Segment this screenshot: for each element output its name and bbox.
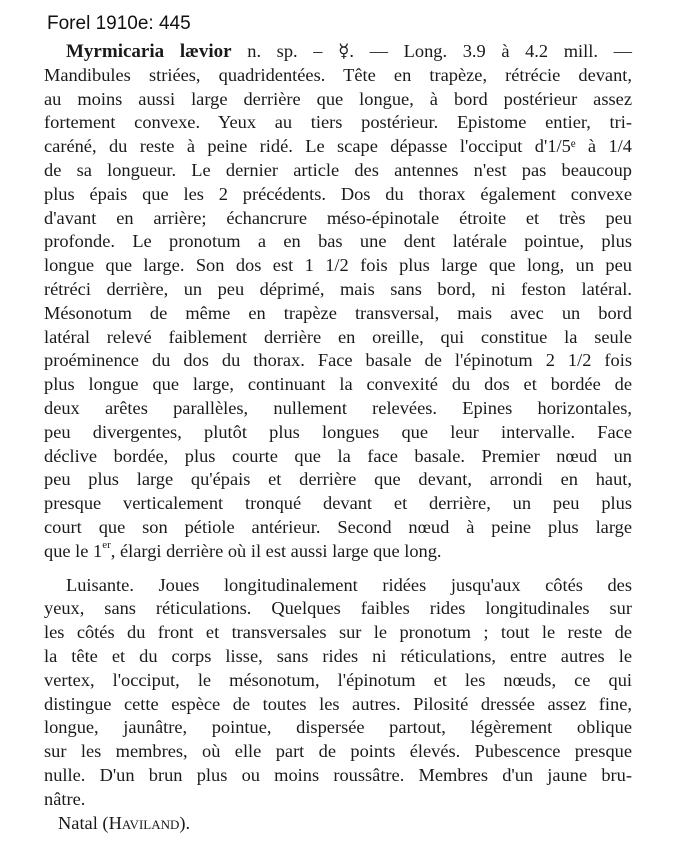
superscript: er: [102, 538, 111, 551]
text-line: nulle. D'un brun plus ou moins roussâtre. Membres d'un jaune bru-: [44, 764, 632, 785]
text-line: fortement convexe. Yeux au tiers postérieur. Epistome entier, tri-: [44, 112, 632, 133]
text-line: les côtés du front et transversales sur le pronotum ; tout le reste de: [44, 622, 632, 643]
text-line: sur les membres, où elle part de points élevés. Pubescence presque: [44, 741, 632, 762]
text-line: Mandibules striées, quadridentées. Tête en trapèze, rétrécie devant,: [44, 64, 632, 85]
species-name: Myrmicaria lævior: [66, 41, 232, 62]
text-line: caréné, du reste à peine ridé. Le scape dépasse l'occiput d'1/5ᵉ à 1/4: [44, 136, 632, 157]
text-line: longue que large. Son dos est 1 1/2 fois plus large que long, un peu: [44, 255, 632, 276]
text-fragment: que le 1: [44, 540, 103, 561]
text-line: profonde. Le pronotum a en bas une dent latérale pointue, plus: [44, 231, 632, 252]
species-diagnosis-head: n. sp. – ☿. — Long. 3.9 à 4.2 mill. —: [231, 41, 632, 61]
text-line: déclive bordée, plus courte que la face basale. Premier nœud un: [44, 445, 632, 466]
paragraph-sculpture-last-line: nâtre.: [44, 788, 86, 809]
text-line: d'avant en arrière; échancrure méso-épinotale étroite et très peu: [44, 207, 632, 228]
locality-text: ).: [179, 812, 191, 833]
text-line: latéral relevé faiblement derrière en oreille, qui constitue la seule: [44, 326, 632, 347]
text-line: au moins aussi large derrière que longue, à bord postérieur assez: [44, 88, 632, 109]
text-line: proéminence du dos du thorax. Face basale de l'épinotum 2 1/2 fois: [44, 350, 632, 371]
text-line: plus longue que large, continuant la convexité du dos et bordée de: [44, 374, 632, 395]
text-line: yeux, sans réticulations. Quelques faibles rides longitudinales sur: [44, 598, 632, 619]
text-line: Mésonotum de même en trapèze transversal, mais avec un bord: [44, 302, 632, 323]
paragraph-morphology: [44, 64, 632, 540]
locality-line: [44, 812, 632, 836]
text-line: peu divergentes, plutôt plus longues que leur intervalle. Face: [44, 421, 632, 442]
paragraph-sculpture: [44, 574, 632, 788]
text-line: la tête et du corps lisse, sans rides ni réticulations, entre autres le: [44, 645, 632, 666]
text-line: presque verticalement tronqué devant et derrière, un peu plus: [44, 493, 632, 514]
text-line: peu plus large qu'épais et derrière que devant, arrondi en haut,: [44, 469, 632, 490]
text-fragment: , élargi derrière où il est aussi large que long.: [110, 540, 442, 561]
text-line: de sa longueur. Le dernier article des antennes n'est pas beaucoup: [44, 159, 632, 180]
locality-text: Natal (: [58, 812, 109, 833]
text-line: Luisante. Joues longitudinalement ridées jusqu'aux côtés des: [66, 574, 632, 595]
paragraph-morphology-last-line: [44, 540, 632, 564]
text-line: court que son pétiole antérieur. Second nœud à peine plus large: [44, 516, 632, 537]
text-line: rétréci derrière, un peu déprimé, mais sans bord, ni feston latéral.: [44, 278, 632, 299]
text-line: vertex, l'occiput, le mésonotum, l'épinotum et les nœuds, ce qui: [44, 669, 632, 690]
collector-name: Haviland: [108, 812, 180, 833]
text-line: distingue cette espèce de toutes les autres. Pilosité dressée assez fine,: [44, 693, 632, 714]
text-line: deux arêtes parallèles, nullement relevées. Epines horizontales,: [44, 397, 632, 418]
species-description: [44, 40, 632, 835]
description-first-line: [44, 40, 632, 64]
text-line: plus épais que les 2 précédents. Dos du thorax également convexe: [44, 183, 632, 204]
citation-header: Forel 1910e: 445: [47, 13, 191, 34]
text-line: longue, jaunâtre, pointue, dispersée partout, légèrement oblique: [44, 717, 632, 738]
